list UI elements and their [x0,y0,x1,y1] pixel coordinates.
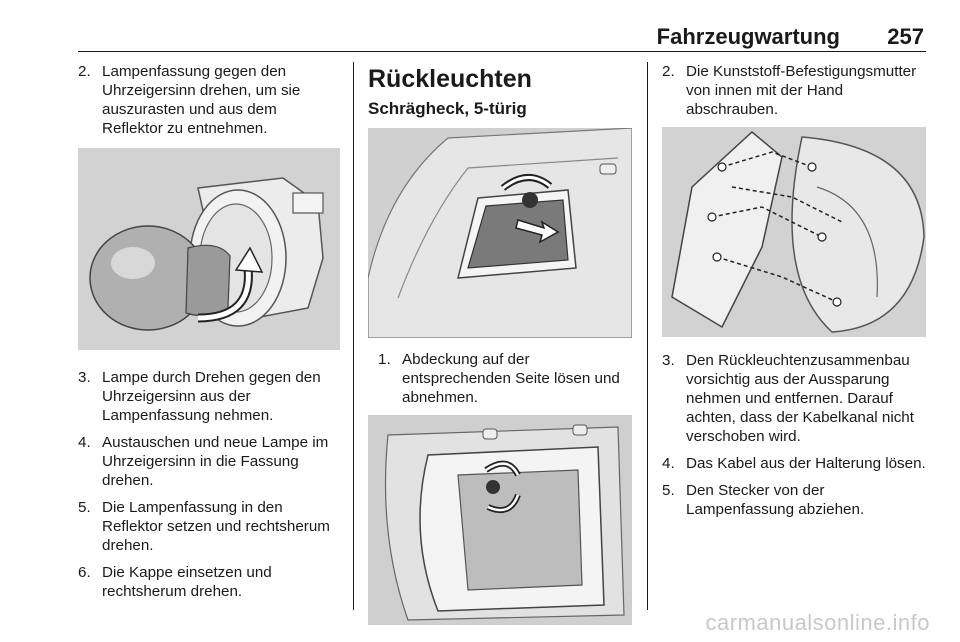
page-header [78,24,926,50]
step-text: Die Lampenfassung in den Reflektor setzen und rechtsherum drehen. [102,499,330,554]
lamp-socket-illustration [368,415,632,625]
step-item [662,351,927,446]
step-number: 4. [662,455,675,472]
step-number: 1. [378,351,391,368]
step-text: Austauschen und neue Lampe im Uhrzeigersinn in die Fassung drehen. [102,434,329,489]
step-text: Das Kabel aus der Halterung lösen. [686,455,926,472]
step-item [662,62,927,119]
column-1 [78,62,340,609]
step-text: Den Stecker von der Lampenfassung abziehen. [686,482,865,518]
step-item [662,454,927,473]
step-number: 2. [78,63,91,80]
column-3 [662,62,927,527]
step-text: Den Rückleuchtenzusammenbau vorsichtig aus der Aussparung nehmen und entfernen. Darauf achten, dass der Kabelkanal nicht verschoben wird. [686,352,914,445]
step-text: Abdeckung auf der entsprechenden Seite lösen und abnehmen. [402,351,620,406]
step-text: Die Kappe einsetzen und rechtsherum drehen. [102,564,272,600]
column-divider [353,62,354,610]
step-text: Lampe durch Drehen gegen den Uhrzeigersinn aus der Lampenfassung nehmen. [102,369,321,424]
column-divider [647,62,648,610]
step-number: 3. [662,352,675,369]
step-item [378,350,634,407]
bulb-holder-illustration [78,148,340,350]
watermark: carmanualsonline.info [705,610,930,635]
running-title: Fahrzeugwartung [656,24,840,49]
step-number: 2. [662,63,675,80]
cover-removal-illustration [368,128,632,338]
header-rule [78,51,926,52]
subsection-title: Schrägheck, 5-türig [368,99,527,118]
step-number: 3. [78,369,91,386]
step-number: 6. [78,564,91,581]
step-text: Die Kunststoff-Befestigungsmutter von innen mit der Hand abschrauben. [686,63,917,118]
step-item [78,498,340,555]
step-number: 5. [662,482,675,499]
column-2 [368,62,634,625]
section-title: Rückleuchten [368,65,532,93]
step-number: 5. [78,499,91,516]
tail-light-nuts-illustration [662,127,926,337]
step-number: 4. [78,434,91,451]
step-item [78,62,340,138]
step-item [662,481,927,519]
step-item [78,433,340,490]
step-item [78,563,340,601]
page-number: 257 [887,24,924,49]
step-item [78,368,340,425]
step-text: Lampenfassung gegen den Uhrzeigersinn drehen, um sie auszurasten und aus dem Reflektor zu entnehmen. [102,63,301,137]
